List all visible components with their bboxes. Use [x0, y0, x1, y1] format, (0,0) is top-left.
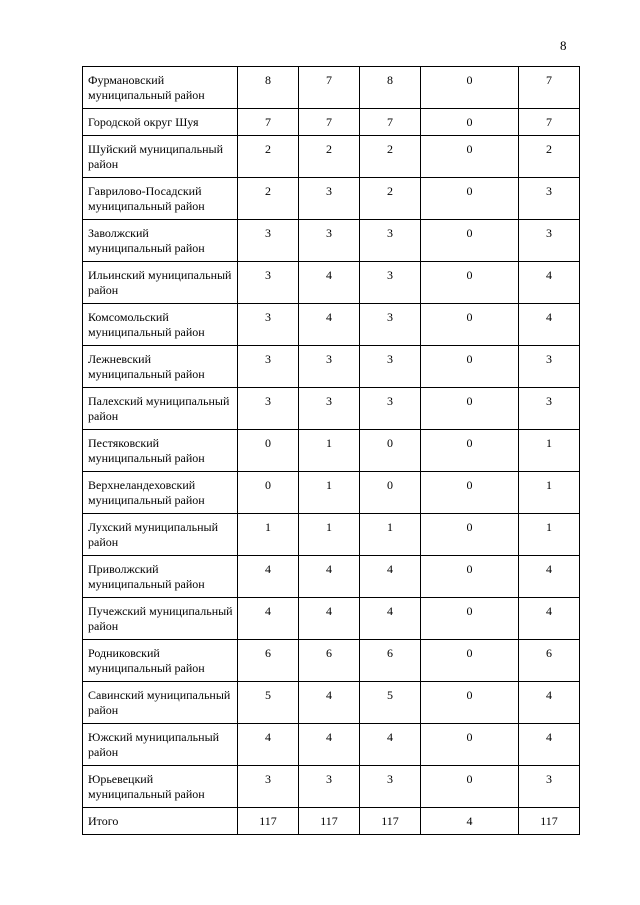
value-cell-col4: 4 — [421, 808, 519, 835]
value-cell-col4: 0 — [421, 388, 519, 430]
value-cell-col5: 3 — [519, 346, 580, 388]
district-name-cell: Шуйский муниципальный район — [83, 136, 238, 178]
value-cell-col1: 0 — [238, 430, 299, 472]
district-name-cell: Приволжский муниципальный район — [83, 556, 238, 598]
value-cell-col5: 4 — [519, 262, 580, 304]
table-row — [83, 514, 580, 556]
district-name-cell: Лежневский муниципальный район — [83, 346, 238, 388]
page-number: 8 — [560, 38, 567, 53]
value-cell-col4: 0 — [421, 109, 519, 136]
value-cell-col4: 0 — [421, 136, 519, 178]
value-cell-col2: 3 — [299, 220, 360, 262]
value-cell-col3: 8 — [360, 67, 421, 109]
district-name-cell: Верхнеландеховский муниципальный район — [83, 472, 238, 514]
value-cell-col3: 5 — [360, 682, 421, 724]
value-cell-col5: 4 — [519, 598, 580, 640]
table-row — [83, 262, 580, 304]
value-cell-col1: 3 — [238, 346, 299, 388]
value-cell-col5: 3 — [519, 178, 580, 220]
table-row — [83, 346, 580, 388]
value-cell-col1: 8 — [238, 67, 299, 109]
value-cell-col2: 1 — [299, 514, 360, 556]
value-cell-col2: 4 — [299, 682, 360, 724]
value-cell-col1: 3 — [238, 304, 299, 346]
value-cell-col5: 4 — [519, 724, 580, 766]
district-name-cell: Пестяковский муниципальный район — [83, 430, 238, 472]
value-cell-col3: 117 — [360, 808, 421, 835]
value-cell-col3: 7 — [360, 109, 421, 136]
value-cell-col5: 1 — [519, 430, 580, 472]
value-cell-col1: 4 — [238, 598, 299, 640]
value-cell-col1: 1 — [238, 514, 299, 556]
district-name-cell: Южский муниципальный район — [83, 724, 238, 766]
value-cell-col2: 4 — [299, 262, 360, 304]
table-row — [83, 67, 580, 109]
table-row — [83, 430, 580, 472]
table-row — [83, 556, 580, 598]
value-cell-col5: 4 — [519, 304, 580, 346]
value-cell-col5: 7 — [519, 67, 580, 109]
value-cell-col4: 0 — [421, 262, 519, 304]
table-row — [83, 598, 580, 640]
district-name-cell: Фурмановский муниципальный район — [83, 67, 238, 109]
value-cell-col2: 7 — [299, 67, 360, 109]
value-cell-col4: 0 — [421, 67, 519, 109]
table-body — [83, 67, 580, 835]
total-row — [83, 808, 580, 835]
value-cell-col1: 4 — [238, 724, 299, 766]
value-cell-col1: 3 — [238, 220, 299, 262]
table-row — [83, 109, 580, 136]
table-row — [83, 724, 580, 766]
value-cell-col5: 117 — [519, 808, 580, 835]
district-name-cell: Лухский муниципальный район — [83, 514, 238, 556]
value-cell-col2: 6 — [299, 640, 360, 682]
value-cell-col1: 4 — [238, 556, 299, 598]
value-cell-col3: 0 — [360, 472, 421, 514]
value-cell-col1: 2 — [238, 136, 299, 178]
district-table — [82, 66, 580, 835]
value-cell-col5: 4 — [519, 682, 580, 724]
value-cell-col1: 7 — [238, 109, 299, 136]
value-cell-col2: 7 — [299, 109, 360, 136]
value-cell-col4: 0 — [421, 556, 519, 598]
district-name-cell: Юрьевецкий муниципальный район — [83, 766, 238, 808]
value-cell-col3: 2 — [360, 136, 421, 178]
value-cell-col2: 4 — [299, 556, 360, 598]
value-cell-col5: 1 — [519, 472, 580, 514]
table-row — [83, 178, 580, 220]
value-cell-col1: 0 — [238, 472, 299, 514]
value-cell-col3: 3 — [360, 220, 421, 262]
value-cell-col5: 4 — [519, 556, 580, 598]
value-cell-col4: 0 — [421, 304, 519, 346]
value-cell-col5: 7 — [519, 109, 580, 136]
value-cell-col4: 0 — [421, 598, 519, 640]
district-name-cell: Итого — [83, 808, 238, 835]
value-cell-col1: 117 — [238, 808, 299, 835]
table-row — [83, 388, 580, 430]
district-name-cell: Гаврилово-Посадский муниципальный район — [83, 178, 238, 220]
value-cell-col3: 4 — [360, 556, 421, 598]
district-name-cell: Палехский муниципальный район — [83, 388, 238, 430]
table-row — [83, 640, 580, 682]
district-name-cell: Заволжский муниципальный район — [83, 220, 238, 262]
value-cell-col4: 0 — [421, 682, 519, 724]
table-row — [83, 220, 580, 262]
value-cell-col5: 3 — [519, 388, 580, 430]
value-cell-col4: 0 — [421, 430, 519, 472]
district-name-cell: Савинский муниципальный район — [83, 682, 238, 724]
value-cell-col3: 3 — [360, 766, 421, 808]
table-row — [83, 682, 580, 724]
value-cell-col1: 6 — [238, 640, 299, 682]
value-cell-col2: 3 — [299, 346, 360, 388]
value-cell-col2: 3 — [299, 178, 360, 220]
value-cell-col1: 3 — [238, 766, 299, 808]
value-cell-col4: 0 — [421, 724, 519, 766]
value-cell-col4: 0 — [421, 766, 519, 808]
value-cell-col2: 3 — [299, 388, 360, 430]
value-cell-col1: 3 — [238, 388, 299, 430]
value-cell-col5: 6 — [519, 640, 580, 682]
value-cell-col1: 3 — [238, 262, 299, 304]
table-row — [83, 472, 580, 514]
value-cell-col3: 4 — [360, 598, 421, 640]
value-cell-col3: 3 — [360, 304, 421, 346]
value-cell-col4: 0 — [421, 178, 519, 220]
value-cell-col2: 4 — [299, 724, 360, 766]
value-cell-col3: 4 — [360, 724, 421, 766]
value-cell-col3: 1 — [360, 514, 421, 556]
value-cell-col5: 1 — [519, 514, 580, 556]
district-name-cell: Пучежский муниципальный район — [83, 598, 238, 640]
value-cell-col4: 0 — [421, 472, 519, 514]
value-cell-col4: 0 — [421, 640, 519, 682]
table-row — [83, 766, 580, 808]
district-name-cell: Родниковский муниципальный район — [83, 640, 238, 682]
value-cell-col2: 4 — [299, 598, 360, 640]
value-cell-col2: 1 — [299, 430, 360, 472]
value-cell-col3: 3 — [360, 262, 421, 304]
value-cell-col2: 4 — [299, 304, 360, 346]
table-row — [83, 304, 580, 346]
district-name-cell: Городской округ Шуя — [83, 109, 238, 136]
value-cell-col1: 5 — [238, 682, 299, 724]
value-cell-col2: 3 — [299, 766, 360, 808]
district-name-cell: Комсомольский муниципальный район — [83, 304, 238, 346]
value-cell-col3: 3 — [360, 346, 421, 388]
value-cell-col3: 6 — [360, 640, 421, 682]
value-cell-col5: 2 — [519, 136, 580, 178]
value-cell-col3: 2 — [360, 178, 421, 220]
value-cell-col2: 1 — [299, 472, 360, 514]
value-cell-col5: 3 — [519, 220, 580, 262]
value-cell-col4: 0 — [421, 514, 519, 556]
value-cell-col2: 117 — [299, 808, 360, 835]
value-cell-col3: 3 — [360, 388, 421, 430]
district-name-cell: Ильинский муниципальный район — [83, 262, 238, 304]
value-cell-col1: 2 — [238, 178, 299, 220]
value-cell-col4: 0 — [421, 220, 519, 262]
value-cell-col4: 0 — [421, 346, 519, 388]
value-cell-col3: 0 — [360, 430, 421, 472]
table-row — [83, 136, 580, 178]
value-cell-col5: 3 — [519, 766, 580, 808]
value-cell-col2: 2 — [299, 136, 360, 178]
